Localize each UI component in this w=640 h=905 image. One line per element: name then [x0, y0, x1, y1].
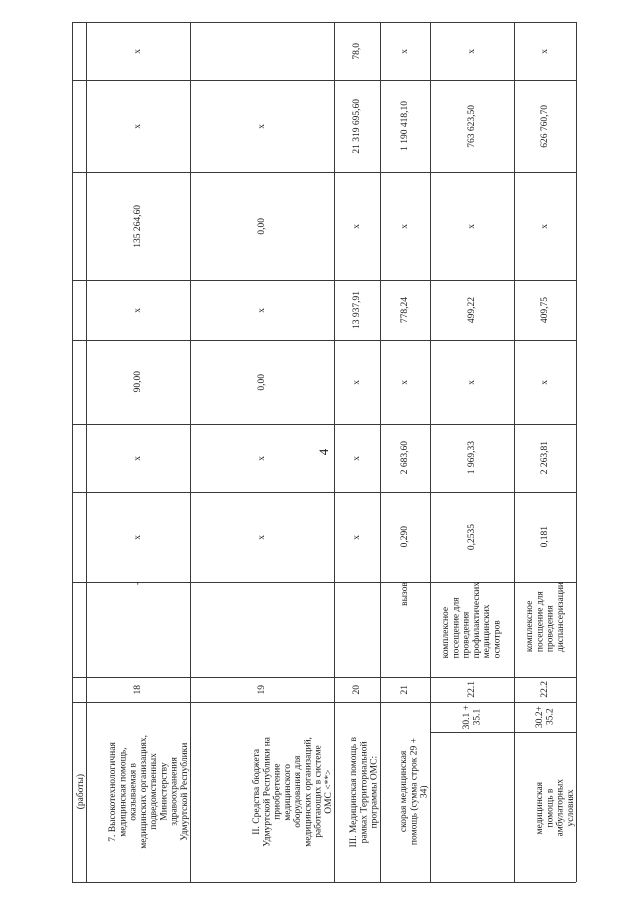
cell-unit-text: -: [132, 582, 143, 586]
cell-norm-cost: [190, 424, 334, 492]
cell-norm-volume-text: 0,2535: [466, 523, 477, 551]
cell-per-capita-budget: [430, 340, 514, 424]
cell-name: [381, 702, 430, 882]
cell-per-capita-budget: [334, 340, 380, 424]
cell-cost-budget-text: х: [539, 223, 550, 229]
cell-norm-cost-text: 2 263,81: [539, 441, 550, 475]
cell-percent-text: х: [399, 48, 410, 54]
cell-percent: [380, 22, 430, 80]
cell-line-number: [86, 677, 190, 702]
cell-cost-oms-text: х: [256, 123, 267, 129]
cell-cost-budget: [190, 172, 334, 280]
cell-percent-text: х: [132, 48, 143, 54]
cell-per-capita-budget: [514, 340, 576, 424]
cell-name-text: 7. Высокотехнологичная медицинская помощь, оказываемая в медицинских организациях, подведомственных Министерству здравоохранения Удмуртской Республики: [108, 735, 190, 849]
cell-line-number: [380, 677, 430, 702]
cell-per-capita-oms-text: х: [132, 307, 143, 313]
cell-cost-oms-text: 626 760,70: [539, 104, 550, 148]
cell-percent: [430, 22, 514, 80]
cell-per-capita-oms: [86, 280, 190, 340]
cell-cost-budget: [514, 172, 576, 280]
cell-name-text: II. Средства бюджета Удмуртской Республики на приобретение медицинского оборудования для медицинских организаций, работающих в системе ОМС <**>: [252, 737, 334, 847]
cell-name: [87, 702, 190, 882]
cell-norm-cost-text: 2 683,60: [399, 441, 410, 475]
cell-percent-text: х: [466, 48, 477, 54]
cell-line-number: [430, 677, 514, 702]
cell-cost-budget-text: 135 264,60: [132, 204, 143, 248]
cell-norm-volume: [514, 492, 576, 582]
cell-norm-volume: [86, 492, 190, 582]
cell-norm-cost-text: х: [256, 455, 267, 461]
cell-norm-volume-text: х: [132, 534, 143, 540]
cell-cost-budget: [334, 172, 380, 280]
cell-line-number: [514, 677, 576, 702]
cell-per-capita-oms: [190, 280, 334, 340]
cell-name-text: III. Медицинская помощь в рамках Территориальной программы ОМС:: [349, 736, 380, 848]
cell-line-number-text: 20: [351, 684, 362, 695]
cell-norm-volume-text: 0,181: [539, 526, 550, 548]
cell-per-capita-budget: [86, 340, 190, 424]
cell-norm-cost: [380, 424, 430, 492]
cell-percent-text: х: [539, 48, 550, 54]
cell-name: [73, 702, 86, 882]
cell-per-capita-oms-text: х: [256, 307, 267, 313]
cell-percent-text: 78,0: [351, 42, 362, 60]
cell-cost-oms: [514, 80, 576, 172]
cell-sub-line: [430, 702, 514, 732]
cell-unit: [380, 582, 430, 677]
cell-per-capita-budget: [380, 340, 430, 424]
cell-per-capita-budget: [190, 340, 334, 424]
cell-sub-line-text: 30.2+ 35.2: [534, 706, 555, 728]
cell-percent: [514, 22, 576, 80]
cell-per-capita-budget-text: х: [539, 379, 550, 385]
cell-unit-text: вызов: [399, 582, 410, 606]
cell-cost-oms: [430, 80, 514, 172]
cell-cost-budget-text: х: [351, 223, 362, 229]
cell-norm-volume-text: 0,290: [399, 526, 410, 548]
cell-cost-oms-text: 1 190 418,10: [399, 101, 410, 151]
cell-line-number: [190, 677, 334, 702]
cell-unit: [430, 582, 514, 677]
cell-cost-oms-text: х: [132, 123, 143, 129]
cell-merged-label-text: медицинская помощь в амбулаторных условиях: [535, 779, 576, 837]
cell-per-capita-oms: [380, 280, 430, 340]
cell-cost-oms: [86, 80, 190, 172]
cell-line-number-text: 21: [399, 684, 410, 695]
cell-name: [335, 702, 380, 882]
cell-cost-budget: [430, 172, 514, 280]
cell-norm-cost-text: х: [351, 455, 362, 461]
table-rule-horizontal: [72, 882, 576, 883]
cell-per-capita-oms: [334, 280, 380, 340]
cell-norm-volume: [430, 492, 514, 582]
cell-line-number-text: 22.2: [539, 681, 550, 698]
cell-cost-budget-text: 0,00: [256, 217, 267, 235]
cell-unit: [514, 582, 576, 677]
cell-norm-cost-text: 1 969,33: [466, 441, 477, 475]
cell-cost-budget-text: х: [466, 223, 477, 229]
cell-per-capita-budget-text: 0,00: [256, 373, 267, 391]
table-rule-horizontal: [430, 732, 514, 733]
cell-name: [191, 702, 334, 882]
cell-cost-oms: [380, 80, 430, 172]
cell-norm-volume: [190, 492, 334, 582]
rotated-table: [72, 22, 576, 882]
cell-cost-oms-text: 21 319 695,60: [351, 98, 362, 154]
cell-name-text: (работы): [75, 774, 86, 810]
cell-per-capita-oms-text: 499,22: [466, 296, 477, 324]
cell-cost-oms: [334, 80, 380, 172]
cell-line-number-text: 22.1: [466, 681, 477, 698]
cell-percent: [334, 22, 380, 80]
cell-norm-volume-text: х: [351, 534, 362, 540]
cell-per-capita-budget-text: х: [399, 379, 410, 385]
cell-per-capita-oms: [514, 280, 576, 340]
cell-sub-line-text: 30.1 + 35.1: [461, 704, 482, 730]
cell-unit-text: комплексное посещение для проведения профилактических медицинских осмотров: [441, 582, 503, 659]
cell-cost-budget: [380, 172, 430, 280]
cell-per-capita-oms-text: 13 937,91: [351, 291, 362, 329]
cell-norm-volume: [380, 492, 430, 582]
cell-per-capita-budget-text: х: [466, 379, 477, 385]
table-rule-vertical: [576, 22, 577, 882]
cell-norm-volume: [334, 492, 380, 582]
cell-norm-cost-text: х: [132, 455, 143, 461]
cell-line-number-text: 19: [256, 684, 267, 695]
cell-line-number: [334, 677, 380, 702]
cell-per-capita-oms: [430, 280, 514, 340]
cell-cost-oms: [190, 80, 334, 172]
cell-name-text: скорая медицинская помощь (сумма строк 29 + 34): [399, 738, 430, 846]
cell-norm-cost: [86, 424, 190, 492]
cell-percent: [86, 22, 190, 80]
cell-cost-budget-text: х: [399, 223, 410, 229]
cell-line-number-text: 18: [132, 684, 143, 695]
cell-per-capita-budget-text: 90,00: [132, 371, 143, 393]
cell-norm-volume-text: х: [256, 534, 267, 540]
cell-unit-text: комплексное посещение для проведения диспансеризации: [524, 582, 566, 653]
cell-per-capita-oms-text: 778,24: [399, 296, 410, 324]
cell-per-capita-oms-text: 409,75: [539, 296, 550, 324]
cell-merged-label: [430, 734, 576, 882]
cell-sub-line: [514, 702, 576, 732]
cell-norm-cost: [334, 424, 380, 492]
cell-per-capita-budget-text: х: [351, 379, 362, 385]
cell-cost-budget: [86, 172, 190, 280]
cell-norm-cost: [430, 424, 514, 492]
cell-norm-cost: [514, 424, 576, 492]
cell-cost-oms-text: 763 623,50: [466, 104, 477, 148]
page-number: 4: [316, 448, 331, 456]
cell-unit: [86, 582, 190, 677]
table-rule-horizontal: [514, 732, 576, 733]
